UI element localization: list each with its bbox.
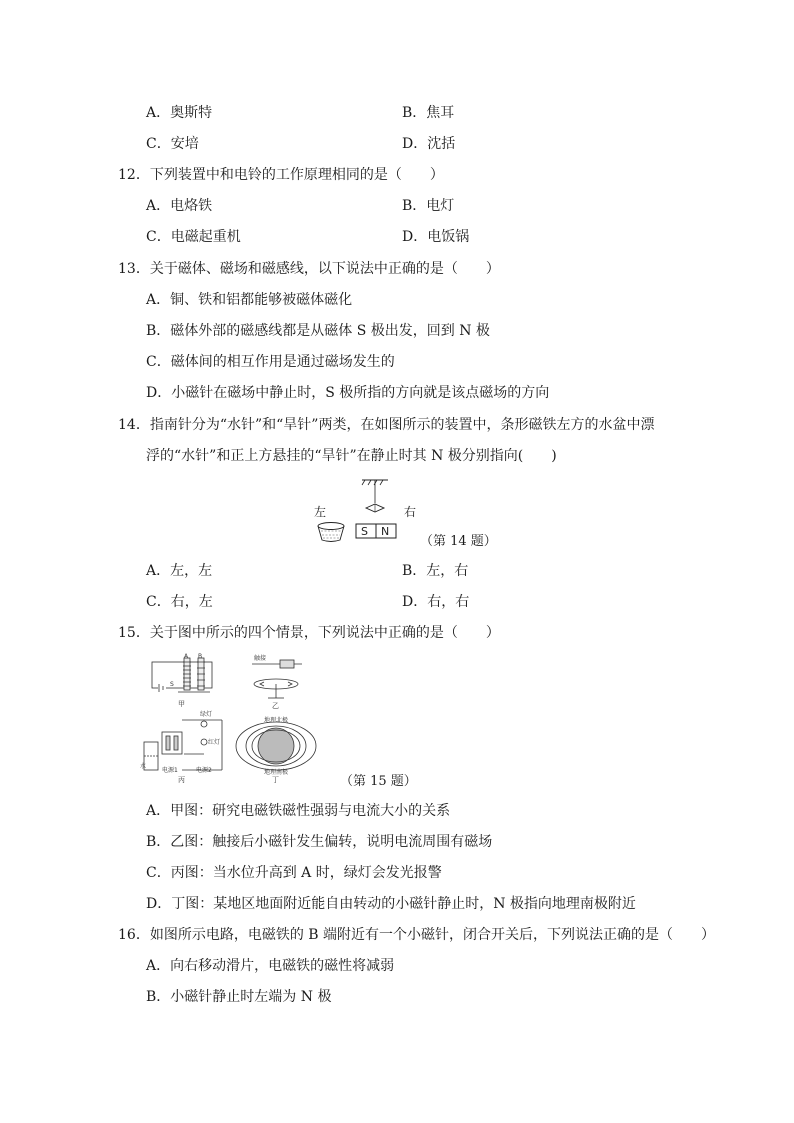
- q12-option-d: D．电饭锅: [402, 229, 470, 245]
- panel-bing-src1: 电源1: [162, 767, 178, 774]
- q12-option-b: B．电灯: [402, 198, 455, 214]
- q14-stem-line1: 14．指南针分为“水针”和“旱针”两类，在如图所示的装置中，条形磁铁左方的水盆中漂: [118, 417, 655, 433]
- panel-jia-label-a: A: [184, 653, 189, 660]
- q16-option-a: A．向右移动滑片，电磁铁的磁性将减弱: [146, 958, 395, 974]
- q14-option-d: D．右，右: [402, 594, 470, 610]
- q14-label-right: 右: [404, 505, 417, 519]
- q11-option-d: D．沈括: [402, 136, 456, 152]
- q15-figure: [140, 650, 340, 785]
- panel-ding-south: 地理南极: [264, 769, 289, 776]
- magnet-s-label: S: [361, 525, 368, 538]
- panel-ding-name: 丁: [272, 776, 279, 784]
- q16-option-b: B．小磁针静止时左端为 N 极: [146, 989, 332, 1005]
- q16-stem: 16．如图所示电路，电磁铁的 B 端附近有一个小磁针，闭合开关后，下列说法正确的是（ ）: [118, 927, 716, 943]
- panel-yi-diagram: [252, 660, 302, 698]
- panel-jia-label-b: B: [198, 653, 203, 660]
- panel-bing-red: 红灯: [208, 739, 221, 746]
- panel-jia-diagram: [152, 658, 212, 692]
- q13-option-a: A．铜、铁和铝都能够被磁体磁化: [146, 292, 353, 308]
- q13-stem: 13．关于磁体、磁场和磁感线，以下说法中正确的是（ ）: [118, 261, 500, 277]
- q13-option-c: C．磁体间的相互作用是通过磁场发生的: [146, 354, 395, 370]
- q12-stem: 12．下列装置中和电铃的工作原理相同的是（ ）: [118, 167, 444, 183]
- q15-option-a: A．甲图：研究电磁铁磁性强弱与电流大小的关系: [146, 803, 451, 819]
- q15-stem: 15．关于图中所示的四个情景，下列说法中正确的是（ ）: [118, 625, 500, 641]
- q14-option-b: B．左，右: [402, 563, 469, 579]
- panel-bing-green: 绿灯: [200, 711, 213, 718]
- water-basin-icon: [318, 523, 344, 542]
- q11-option-c: C．安培: [146, 136, 199, 152]
- panel-yi-name: 乙: [272, 702, 279, 710]
- q15-caption: （第 15 题）: [340, 774, 417, 789]
- panel-bing-water: 水: [140, 763, 147, 770]
- magnet-n-label: N: [381, 525, 390, 538]
- q11-option-b: B．焦耳: [402, 105, 455, 121]
- q13-option-d: D．小磁针在磁场中静止时，S 极所指的方向就是该点磁场的方向: [146, 385, 550, 401]
- panel-ding-north: 地理北极: [264, 717, 289, 724]
- q11-option-a: A．奥斯特: [146, 105, 213, 121]
- q14-option-a: A．左，左: [146, 563, 213, 579]
- q14-caption: （第 14 题）: [420, 534, 497, 549]
- panel-jia-label-s: S: [170, 681, 174, 688]
- panel-bing-src2: 电源2: [196, 767, 212, 774]
- q12-option-c: C．电磁起重机: [146, 229, 241, 245]
- q15-option-d: D．丁图：某地区地面附近能自由转动的小磁针静止时，N 极指向地理南极附近: [146, 896, 636, 912]
- q15-option-c: C．丙图：当水位升高到 A 时，绿灯会发光报警: [146, 865, 442, 881]
- q15-option-b: B．乙图：触接后小磁针发生偏转，说明电流周围有磁场: [146, 834, 493, 850]
- q14-label-left: 左: [314, 505, 327, 519]
- hanging-needle-icon: [366, 504, 384, 512]
- panel-jia-name: 甲: [178, 700, 185, 708]
- q14-option-c: C．右，左: [146, 594, 213, 610]
- q13-option-b: B．磁体外部的磁感线都是从磁体 S 极出发，回到 N 极: [146, 323, 490, 339]
- panel-bing-name: 丙: [178, 776, 185, 784]
- panel-ding-diagram: [236, 722, 316, 770]
- q12-option-a: A．电烙铁: [146, 198, 213, 214]
- panel-yi-touch: 触接: [254, 655, 267, 662]
- q14-stem-line2: 浮的“水针”和正上方悬挂的“旱针”在静止时其 N 极分别指向( ): [146, 448, 557, 464]
